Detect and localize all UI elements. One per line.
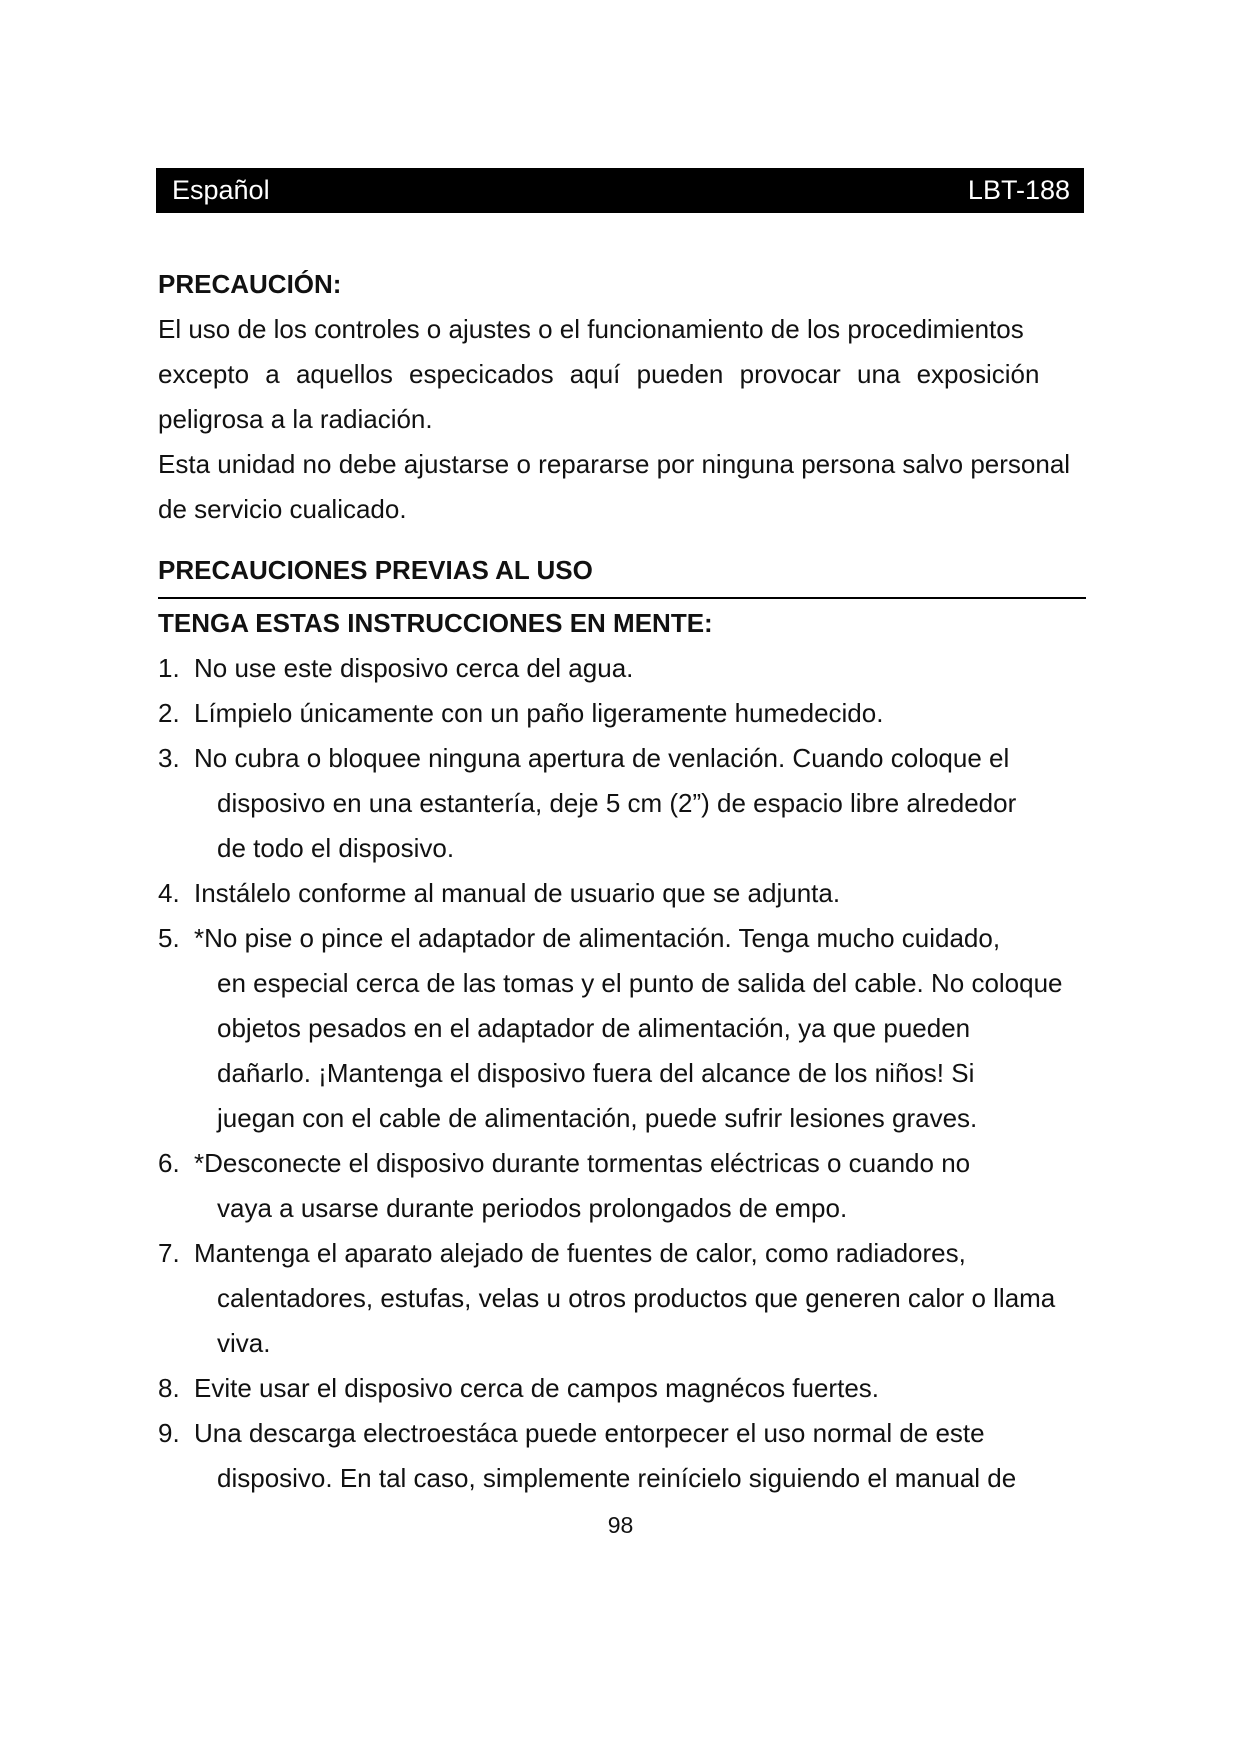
item-text: Mantenga el aparato alejado de fuentes de calor, como radiadores,	[194, 1238, 966, 1268]
header-bar	[156, 168, 1084, 213]
precautions-heading: PRECAUCIONES PREVIAS AL USO	[158, 555, 593, 585]
item-text: juegan con el cable de alimentación, puede sufrir lesiones graves.	[217, 1103, 978, 1133]
header-language: Español	[172, 175, 270, 205]
item-text: No cubra o bloquee ninguna apertura de venlación. Cuando coloque el	[194, 743, 1010, 773]
caution-heading: PRECAUCIÓN:	[158, 269, 342, 299]
item-number: 1.	[158, 653, 180, 683]
list-item	[158, 916, 1098, 1141]
precautions-subheading: TENGA ESTAS INSTRUCCIONES EN MENTE:	[158, 608, 713, 638]
item-text: dañarlo. ¡Mantenga el disposivo fuera del alcance de los niños! Si	[217, 1058, 975, 1088]
caution-line: excepto a aquellos especicados aquí pueden provocar una exposición	[158, 359, 1040, 389]
item-text: *Desconecte el disposivo durante tormentas eléctricas o cuando no	[194, 1148, 971, 1178]
section-divider	[158, 597, 1086, 599]
item-number: 7.	[158, 1238, 180, 1268]
page-content	[158, 262, 1098, 1501]
item-text: objetos pesados en el adaptador de alimentación, ya que pueden	[217, 1013, 971, 1043]
list-item	[158, 1231, 1098, 1366]
item-number: 3.	[158, 743, 180, 773]
item-number: 2.	[158, 698, 180, 728]
item-number: 4.	[158, 878, 180, 908]
list-item	[158, 691, 1098, 736]
item-text: No use este disposivo cerca del agua.	[194, 653, 634, 683]
caution-line: de servicio cualicado.	[158, 494, 407, 524]
item-number: 8.	[158, 1373, 180, 1403]
item-number: 5.	[158, 923, 180, 953]
header-model: LBT-188	[967, 175, 1070, 205]
item-text: disposivo. En tal caso, simplemente reinícielo siguiendo el manual de	[217, 1463, 1017, 1493]
list-item	[158, 1411, 1098, 1501]
caution-line: peligrosa a la radiación.	[158, 404, 433, 434]
item-number: 9.	[158, 1418, 180, 1448]
item-text: Evite usar el disposivo cerca de campos magnécos fuertes.	[194, 1373, 880, 1403]
list-item	[158, 1141, 1098, 1231]
list-item	[158, 736, 1098, 871]
item-text: Instálelo conforme al manual de usuario que se adjunta.	[194, 878, 841, 908]
item-text: vaya a usarse durante periodos prolongados de empo.	[217, 1193, 848, 1223]
precautions-list	[158, 646, 1098, 1501]
caution-line: Esta unidad no debe ajustarse o repararse por ninguna persona salvo personal	[158, 449, 1071, 479]
page-number: 98	[607, 1512, 634, 1538]
item-text: de todo el disposivo.	[217, 833, 455, 863]
list-item	[158, 1366, 1098, 1411]
item-text: en especial cerca de las tomas y el punto de salida del cable. No coloque	[217, 968, 1063, 998]
item-text: *No pise o pince el adaptador de alimentación. Tenga mucho cuidado,	[194, 923, 1001, 953]
item-text: calentadores, estufas, velas u otros productos que generen calor o llama	[217, 1283, 1056, 1313]
item-number: 6.	[158, 1148, 180, 1178]
list-item	[158, 871, 1098, 916]
caution-line: El uso de los controles o ajustes o el funcionamiento de los procedimientos	[158, 314, 1024, 344]
caution-text	[158, 307, 1098, 532]
list-item	[158, 646, 1098, 691]
item-text: Una descarga electroestáca puede entorpecer el uso normal de este	[194, 1418, 985, 1448]
item-text: disposivo en una estantería, deje 5 cm (2”) de espacio libre alrededor	[217, 788, 1017, 818]
item-text: viva.	[217, 1328, 271, 1358]
item-text: Límpielo únicamente con un paño ligeramente humedecido.	[194, 698, 884, 728]
